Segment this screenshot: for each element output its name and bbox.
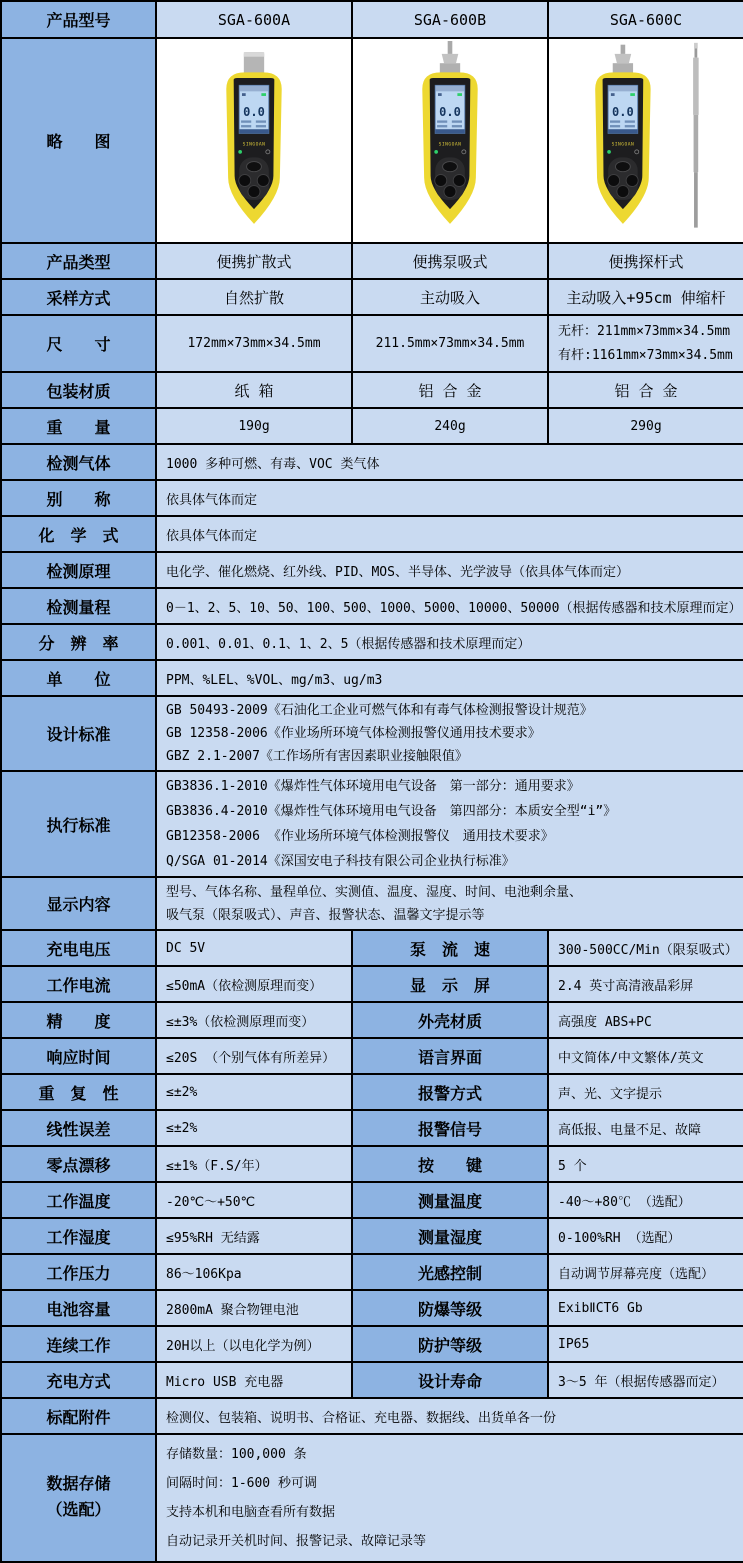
sketch-row [1, 38, 743, 243]
unit-value: PPM、%LEL、%VOL、mg/m3、ug/m3 [156, 660, 743, 696]
row-alias [1, 480, 743, 516]
model-name-sga-600b: SGA-600B [352, 1, 548, 38]
product-type-label: 产品类型 [1, 243, 156, 279]
row-standard-accessories [1, 1398, 743, 1434]
design-standard-value [156, 696, 743, 771]
executive-standard-label: 执行标准 [1, 771, 156, 877]
header-row [1, 1, 743, 38]
packaging-material-b: 铝 合 金 [352, 372, 548, 408]
resolution-value: 0.001、0.01、0.1、1、2、5（根据传感器和技术原理而定） [156, 624, 743, 660]
charging-voltage-value: DC 5V [156, 930, 352, 966]
sketch-label: 略 图 [1, 38, 156, 243]
alarm-signal-label: 报警信号 [352, 1110, 548, 1146]
row-working-pressure-light-control [1, 1254, 743, 1290]
design-standard-line: GB 12358-2006《作业场所环境气体检测报警仪通用技术要求》 [166, 726, 541, 741]
row-packaging-material [1, 372, 743, 408]
row-product-type [1, 243, 743, 279]
measuring-humidity-label: 测量湿度 [352, 1218, 548, 1254]
sampling-method-a: 自然扩散 [156, 279, 352, 315]
row-linearity-error-alarm-signal [1, 1110, 743, 1146]
continuous-working-value: 20H以上（以电化学为例） [156, 1326, 352, 1362]
device-brand-text: SINGOAN [242, 142, 266, 148]
row-working-current-display-screen [1, 966, 743, 1002]
alias-label: 别 称 [1, 480, 156, 516]
protection-grade-value: IP65 [548, 1326, 743, 1362]
row-working-humidity-measuring-humidity [1, 1218, 743, 1254]
row-continuous-working-protection-grade [1, 1326, 743, 1362]
accuracy-label: 精 度 [1, 1002, 156, 1038]
working-current-value: ≤50mA（依检测原理而变） [156, 966, 352, 1002]
executive-standard-line: GB3836.1-2010《爆炸性气体环境用电气设备 第一部分：通用要求》 [166, 779, 580, 794]
detection-principle-label: 检测原理 [1, 552, 156, 588]
chemical-formula-value: 依具体气体而定 [156, 516, 743, 552]
alarm-mode-value: 声、光、文字提示 [548, 1074, 743, 1110]
unit-label: 单 位 [1, 660, 156, 696]
zero-drift-value: ≤±1%（F.S/年） [156, 1146, 352, 1182]
row-detection-principle [1, 552, 743, 588]
row-resolution [1, 624, 743, 660]
row-data-storage [1, 1434, 743, 1562]
protection-grade-label: 防护等级 [352, 1326, 548, 1362]
repeatability-label: 重 复 性 [1, 1074, 156, 1110]
working-temperature-value: -20℃～+50℃ [156, 1182, 352, 1218]
zero-drift-label: 零点漂移 [1, 1146, 156, 1182]
working-pressure-value: 86～106Kpa [156, 1254, 352, 1290]
device-screen-reading: 0.0 [612, 104, 634, 119]
row-zero-drift-buttons [1, 1146, 743, 1182]
device-led-indicator [238, 150, 242, 154]
chemical-formula-label: 化 学 式 [1, 516, 156, 552]
detected-gas-label: 检测气体 [1, 444, 156, 480]
row-design-standard [1, 696, 743, 771]
design-standard-line: GBZ 2.1-2007《工作场所有害因素职业接触限值》 [166, 749, 468, 764]
data-storage-line: 存储数量：100,000 条 [166, 1447, 307, 1462]
weight-a: 190g [156, 408, 352, 444]
device-screen-reading: 0.0 [439, 104, 461, 119]
working-temperature-label: 工作温度 [1, 1182, 156, 1218]
linearity-error-label: 线性误差 [1, 1110, 156, 1146]
device-photo-cell-c [548, 38, 743, 243]
standard-accessories-label: 标配附件 [1, 1398, 156, 1434]
dimensions-c-without-rod: 无杆：211mm×73mm×34.5mm [558, 323, 731, 339]
language-interface-value: 中文简体/中文繁体/英文 [548, 1038, 743, 1074]
model-name-sga-600a: SGA-600A [156, 1, 352, 38]
shell-material-label: 外壳材质 [352, 1002, 548, 1038]
executive-standard-value [156, 771, 743, 877]
executive-standard-line: GB3836.4-2010《爆炸性气体环境用电气设备 第四部分：本质安全型“i”》 [166, 804, 617, 819]
row-accuracy-shell-material [1, 1002, 743, 1038]
product-model-label: 产品型号 [1, 1, 156, 38]
data-storage-value [156, 1434, 743, 1562]
response-time-value: ≤20S （个别气体有所差异） [156, 1038, 352, 1074]
packaging-material-c: 铝 合 金 [548, 372, 743, 408]
working-humidity-value: ≤95%RH 无结露 [156, 1218, 352, 1254]
language-interface-label: 语言界面 [352, 1038, 548, 1074]
device-image-sga-600c [571, 41, 721, 235]
accuracy-value: ≤±3%（依检测原理而变） [156, 1002, 352, 1038]
detection-range-value: 0－1、2、5、10、50、100、500、1000、5000、10000、50000（根据传感器和技术原理而定） [156, 588, 743, 624]
sampling-method-b: 主动吸入 [352, 279, 548, 315]
measuring-humidity-value: 0-100%RH （选配） [548, 1218, 743, 1254]
device-brand-text: SINGOAN [438, 142, 462, 148]
alarm-signal-value: 高低报、电量不足、故障 [548, 1110, 743, 1146]
detection-principle-value: 电化学、催化燃烧、红外线、PID、MOS、半导体、光学波导（依具体气体而定） [156, 552, 743, 588]
product-type-a: 便携扩散式 [156, 243, 352, 279]
model-name-sga-600c: SGA-600C [548, 1, 743, 38]
standard-accessories-value: 检测仪、包装箱、说明书、合格证、充电器、数据线、出货单各一份 [156, 1398, 743, 1434]
row-weight [1, 408, 743, 444]
sampling-method-c: 主动吸入+95cm 伸缩杆 [548, 279, 743, 315]
row-response-time-language [1, 1038, 743, 1074]
explosion-proof-grade-label: 防爆等级 [352, 1290, 548, 1326]
dimensions-a: 172mm×73mm×34.5mm [156, 315, 352, 372]
device-photo-cell-b [352, 38, 548, 243]
row-working-temperature-measuring-temperature [1, 1182, 743, 1218]
charging-voltage-label: 充电电压 [1, 930, 156, 966]
design-standard-line: GB 50493-2009《石油化工企业可燃气体和有毒气体检测报警设计规范》 [166, 703, 593, 718]
display-content-value [156, 877, 743, 930]
data-storage-line: 支持本机和电脑查看所有数据 [166, 1505, 336, 1520]
light-control-label: 光感控制 [352, 1254, 548, 1290]
data-storage-line: 间隔时间：1-600 秒可调 [166, 1476, 317, 1491]
data-storage-label-line2: （选配） [46, 1502, 111, 1519]
linearity-error-value: ≤±2% [156, 1110, 352, 1146]
data-storage-line: 自动记录开关机时间、报警记录、故障记录等 [166, 1534, 427, 1549]
charging-method-value: Micro USB 充电器 [156, 1362, 352, 1398]
sampling-method-label: 采样方式 [1, 279, 156, 315]
display-content-line: 型号、气体名称、量程单位、实测值、温度、湿度、时间、电池剩余量、 [166, 884, 583, 900]
device-brand-text: SINGOAN [611, 142, 635, 148]
device-image-sga-600a [195, 41, 313, 235]
charging-method-label: 充电方式 [1, 1362, 156, 1398]
row-unit [1, 660, 743, 696]
packaging-material-label: 包装材质 [1, 372, 156, 408]
executive-standard-line: GB12358-2006 《作业场所环境气体检测报警仪 通用技术要求》 [166, 829, 554, 844]
device-photo-cell-a [156, 38, 352, 243]
continuous-working-label: 连续工作 [1, 1326, 156, 1362]
response-time-label: 响应时间 [1, 1038, 156, 1074]
device-led-indicator [434, 150, 438, 154]
weight-c: 290g [548, 408, 743, 444]
device-led-indicator [607, 150, 611, 154]
packaging-material-a: 纸 箱 [156, 372, 352, 408]
device-image-sga-600b [391, 41, 509, 235]
working-humidity-label: 工作湿度 [1, 1218, 156, 1254]
measuring-temperature-label: 测量温度 [352, 1182, 548, 1218]
dimensions-label: 尺 寸 [1, 315, 156, 372]
light-control-value: 自动调节屏幕亮度（选配） [548, 1254, 743, 1290]
executive-standard-line: Q/SGA 01-2014《深国安电子科技有限公司企业执行标准》 [166, 854, 515, 869]
row-charging-voltage-pump-flow [1, 930, 743, 966]
working-current-label: 工作电流 [1, 966, 156, 1002]
row-dimensions [1, 315, 743, 372]
measuring-temperature-value: -40～+80℃ （选配） [548, 1182, 743, 1218]
display-screen-label: 显 示 屏 [352, 966, 548, 1002]
data-storage-label-line1: 数据存储 [46, 1476, 111, 1493]
detection-range-label: 检测量程 [1, 588, 156, 624]
display-content-label: 显示内容 [1, 877, 156, 930]
row-charging-method-design-life [1, 1362, 743, 1398]
pump-flow-rate-value: 300-500CC/Min（限泵吸式） [548, 930, 743, 966]
product-type-c: 便携探杆式 [548, 243, 743, 279]
buttons-value: 5 个 [548, 1146, 743, 1182]
display-screen-value: 2.4 英寸高清液晶彩屏 [548, 966, 743, 1002]
working-pressure-label: 工作压力 [1, 1254, 156, 1290]
dimensions-b: 211.5mm×73mm×34.5mm [352, 315, 548, 372]
row-display-content [1, 877, 743, 930]
row-battery-capacity-explosion-proof [1, 1290, 743, 1326]
dimensions-c [548, 315, 743, 372]
telescopic-rod-image [693, 43, 699, 228]
shell-material-value: 高强度 ABS+PC [548, 1002, 743, 1038]
buttons-label: 按 键 [352, 1146, 548, 1182]
row-repeatability-alarm-mode [1, 1074, 743, 1110]
alarm-mode-label: 报警方式 [352, 1074, 548, 1110]
display-content-line: 吸气泵（限泵吸式）、声音、报警状态、温馨文字提示等 [166, 907, 485, 923]
row-executive-standard [1, 771, 743, 877]
weight-b: 240g [352, 408, 548, 444]
data-storage-label [1, 1434, 156, 1562]
design-life-label: 设计寿命 [352, 1362, 548, 1398]
repeatability-value: ≤±2% [156, 1074, 352, 1110]
row-sampling-method [1, 279, 743, 315]
alias-value: 依具体气体而定 [156, 480, 743, 516]
battery-capacity-label: 电池容量 [1, 1290, 156, 1326]
pump-flow-rate-label: 泵 流 速 [352, 930, 548, 966]
detected-gas-value: 1000 多种可燃、有毒、VOC 类气体 [156, 444, 743, 480]
product-type-b: 便携泵吸式 [352, 243, 548, 279]
battery-capacity-value: 2800mA 聚合物锂电池 [156, 1290, 352, 1326]
row-detection-range [1, 588, 743, 624]
design-life-value: 3～5 年（根据传感器而定） [548, 1362, 743, 1398]
dimensions-c-with-rod: 有杆:1161mm×73mm×34.5mm [558, 347, 733, 363]
design-standard-label: 设计标准 [1, 696, 156, 771]
explosion-proof-grade-value: ExibⅡCT6 Gb [548, 1290, 743, 1326]
row-detected-gas [1, 444, 743, 480]
device-screen-reading: 0.0 [243, 104, 265, 119]
resolution-label: 分 辨 率 [1, 624, 156, 660]
weight-label: 重 量 [1, 408, 156, 444]
row-chemical-formula [1, 516, 743, 552]
